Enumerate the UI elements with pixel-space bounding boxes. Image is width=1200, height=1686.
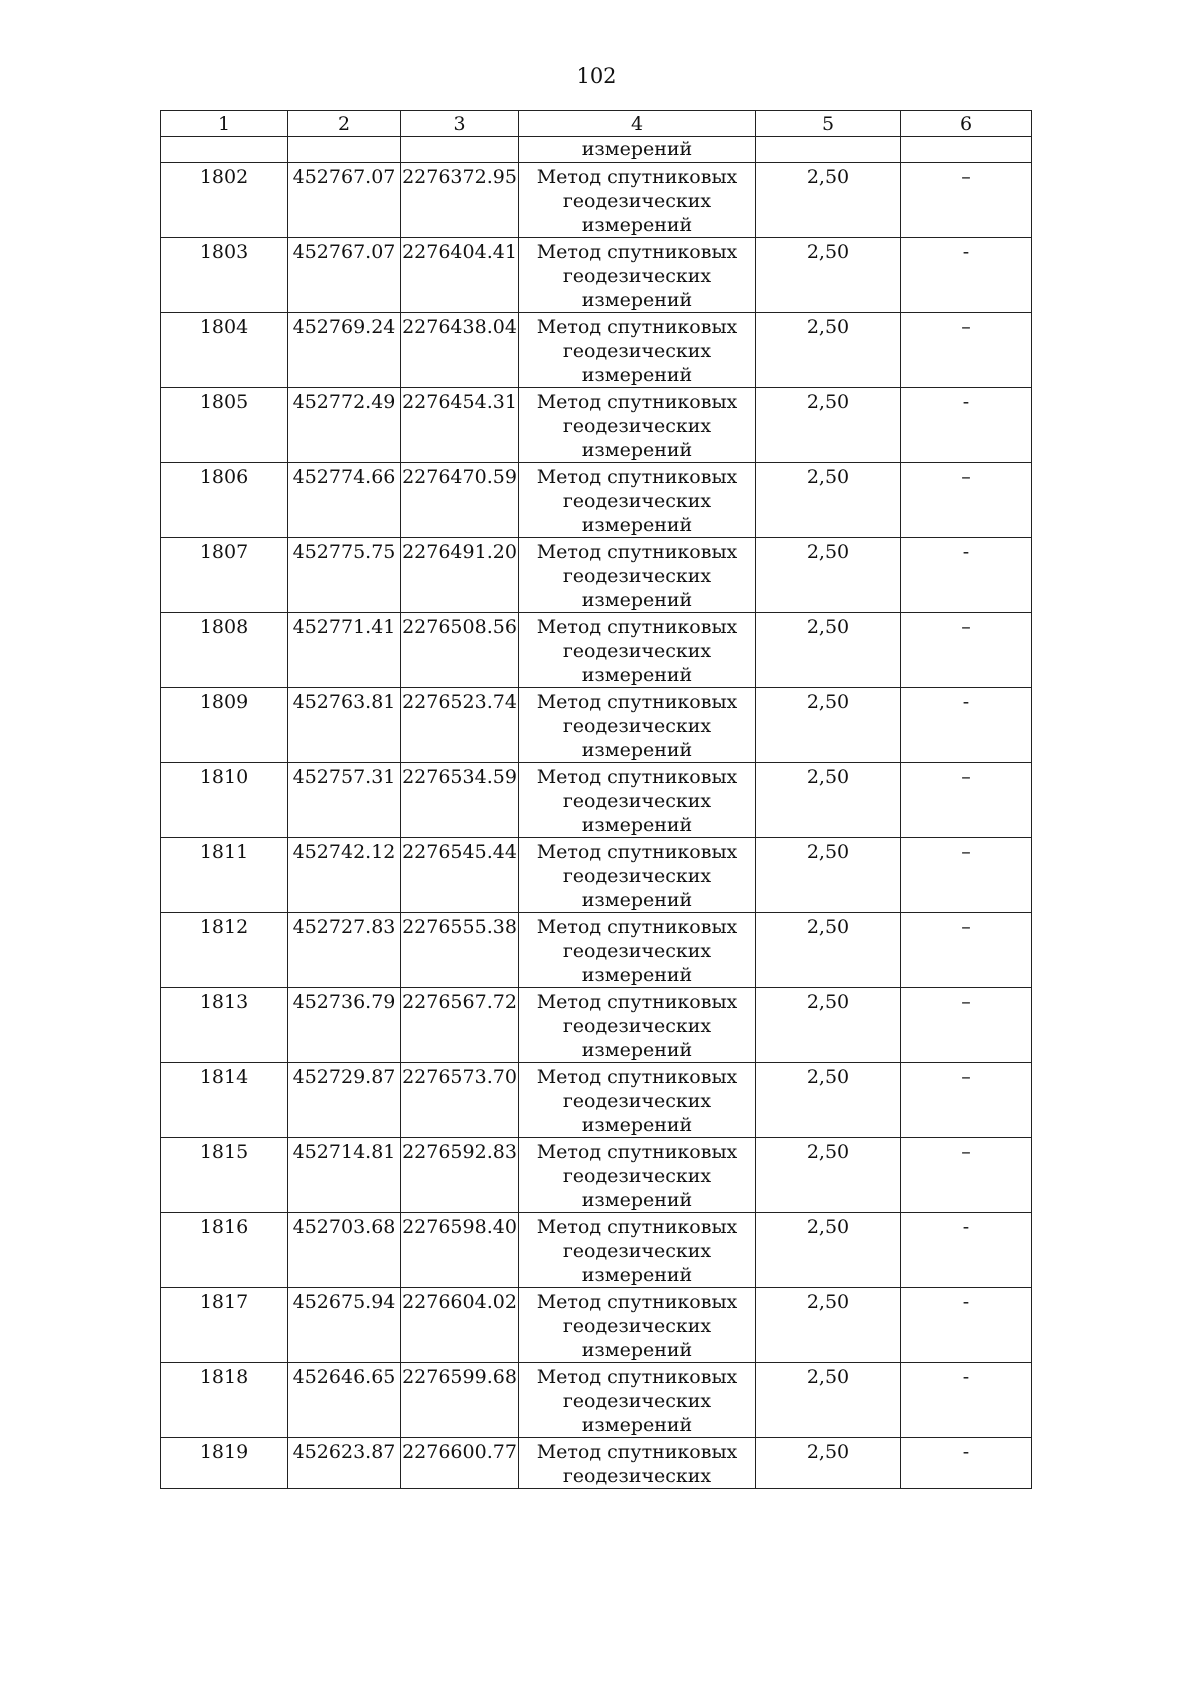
col6-cell: – [901,313,1032,388]
x-coordinate-cell: 452767.07 [288,238,401,313]
method-cell: Метод спутниковых геодезических измерений [519,238,756,313]
accuracy-cell: 2,50 [756,988,901,1063]
x-coordinate-cell: 452772.49 [288,388,401,463]
method-cell: Метод спутниковых геодезических измерений [519,1288,756,1363]
point-number-cell: 1818 [161,1363,288,1438]
point-number-cell: 1815 [161,1138,288,1213]
method-cell: Метод спутниковых геодезических измерений [519,1138,756,1213]
method-cell: Метод спутниковых геодезических измерений [519,688,756,763]
point-number-cell: 1811 [161,838,288,913]
y-coordinate-cell: 2276567.72 [401,988,519,1063]
table-row [161,538,1032,613]
accuracy-cell: 2,50 [756,1438,901,1489]
point-number-cell: 1814 [161,1063,288,1138]
method-cell: Метод спутниковых геодезических измерений [519,1063,756,1138]
table-row [161,388,1032,463]
x-coordinate-cell: 452742.12 [288,838,401,913]
continuation-row [161,137,1032,163]
table-row [161,988,1032,1063]
table-row [161,1288,1032,1363]
x-coordinate-cell: 452714.81 [288,1138,401,1213]
method-cell: Метод спутниковых геодезических измерений [519,163,756,238]
empty-cell [288,137,401,163]
accuracy-cell: 2,50 [756,313,901,388]
method-cell: Метод спутниковых геодезических измерений [519,313,756,388]
y-coordinate-cell: 2276599.68 [401,1363,519,1438]
empty-cell [901,137,1032,163]
x-coordinate-cell: 452675.94 [288,1288,401,1363]
table-row [161,1063,1032,1138]
empty-cell [161,137,288,163]
point-number-cell: 1816 [161,1213,288,1288]
y-coordinate-cell: 2276372.95 [401,163,519,238]
method-cell: Метод спутниковых геодезических измерений [519,838,756,913]
col6-cell: – [901,763,1032,838]
col6-cell: - [901,388,1032,463]
y-coordinate-cell: 2276523.74 [401,688,519,763]
empty-cell [756,137,901,163]
x-coordinate-cell: 452623.87 [288,1438,401,1489]
table-row [161,463,1032,538]
method-cell: Метод спутниковых геодезических измерений [519,538,756,613]
table-row [161,688,1032,763]
accuracy-cell: 2,50 [756,1363,901,1438]
y-coordinate-cell: 2276600.77 [401,1438,519,1489]
accuracy-cell: 2,50 [756,538,901,613]
method-cell: Метод спутниковых геодезических измерений [519,988,756,1063]
accuracy-cell: 2,50 [756,688,901,763]
y-coordinate-cell: 2276470.59 [401,463,519,538]
header-col-4: 4 [519,111,756,137]
point-number-cell: 1812 [161,913,288,988]
y-coordinate-cell: 2276508.56 [401,613,519,688]
y-coordinate-cell: 2276454.31 [401,388,519,463]
col6-cell: - [901,1213,1032,1288]
accuracy-cell: 2,50 [756,163,901,238]
accuracy-cell: 2,50 [756,1138,901,1213]
coordinates-table [160,110,1032,1489]
col6-cell: - [901,538,1032,613]
table-row [161,1363,1032,1438]
point-number-cell: 1819 [161,1438,288,1489]
x-coordinate-cell: 452775.75 [288,538,401,613]
table-row [161,763,1032,838]
x-coordinate-cell: 452771.41 [288,613,401,688]
x-coordinate-cell: 452763.81 [288,688,401,763]
table-row [161,313,1032,388]
empty-cell [401,137,519,163]
col6-cell: – [901,913,1032,988]
method-cell: Метод спутниковых геодезических измерений [519,613,756,688]
y-coordinate-cell: 2276491.20 [401,538,519,613]
header-col-5: 5 [756,111,901,137]
method-cell: Метод спутниковых геодезических измерений [519,1363,756,1438]
col6-cell: – [901,1138,1032,1213]
accuracy-cell: 2,50 [756,1288,901,1363]
y-coordinate-cell: 2276573.70 [401,1063,519,1138]
method-cell: Метод спутниковых геодезических измерений [519,913,756,988]
accuracy-cell: 2,50 [756,1063,901,1138]
table-row [161,1213,1032,1288]
point-number-cell: 1804 [161,313,288,388]
point-number-cell: 1806 [161,463,288,538]
method-cell: Метод спутниковых геодезических измерений [519,463,756,538]
method-cell: Метод спутниковых геодезических измерений [519,1213,756,1288]
point-number-cell: 1813 [161,988,288,1063]
header-col-3: 3 [401,111,519,137]
col6-cell: – [901,1063,1032,1138]
table-row [161,238,1032,313]
accuracy-cell: 2,50 [756,613,901,688]
header-col-1: 1 [161,111,288,137]
point-number-cell: 1803 [161,238,288,313]
col6-cell: – [901,613,1032,688]
table-row [161,913,1032,988]
point-number-cell: 1808 [161,613,288,688]
col6-cell: – [901,988,1032,1063]
point-number-cell: 1805 [161,388,288,463]
point-number-cell: 1807 [161,538,288,613]
y-coordinate-cell: 2276592.83 [401,1138,519,1213]
x-coordinate-cell: 452757.31 [288,763,401,838]
y-coordinate-cell: 2276545.44 [401,838,519,913]
header-col-2: 2 [288,111,401,137]
method-cell: Метод спутниковых геодезических измерений [519,763,756,838]
col6-cell: - [901,1288,1032,1363]
x-coordinate-cell: 452703.68 [288,1213,401,1288]
x-coordinate-cell: 452767.07 [288,163,401,238]
accuracy-cell: 2,50 [756,388,901,463]
col6-cell: - [901,1438,1032,1489]
y-coordinate-cell: 2276534.59 [401,763,519,838]
point-number-cell: 1809 [161,688,288,763]
y-coordinate-cell: 2276438.04 [401,313,519,388]
col6-cell: - [901,688,1032,763]
header-row [161,111,1032,137]
table-row [161,163,1032,238]
x-coordinate-cell: 452729.87 [288,1063,401,1138]
x-coordinate-cell: 452727.83 [288,913,401,988]
table-row [161,613,1032,688]
col6-cell: - [901,238,1032,313]
col6-cell: – [901,838,1032,913]
table-row [161,1438,1032,1489]
point-number-cell: 1802 [161,163,288,238]
method-cell: Метод спутниковых геодезических [519,1438,756,1489]
accuracy-cell: 2,50 [756,838,901,913]
accuracy-cell: 2,50 [756,1213,901,1288]
x-coordinate-cell: 452774.66 [288,463,401,538]
method-cell: Метод спутниковых геодезических измерений [519,388,756,463]
header-col-6: 6 [901,111,1032,137]
y-coordinate-cell: 2276404.41 [401,238,519,313]
col6-cell: - [901,1363,1032,1438]
y-coordinate-cell: 2276604.02 [401,1288,519,1363]
method-cell: измерений [519,137,756,163]
point-number-cell: 1817 [161,1288,288,1363]
accuracy-cell: 2,50 [756,763,901,838]
page-number: 102 [576,64,617,88]
accuracy-cell: 2,50 [756,463,901,538]
point-number-cell: 1810 [161,763,288,838]
accuracy-cell: 2,50 [756,913,901,988]
x-coordinate-cell: 452736.79 [288,988,401,1063]
col6-cell: – [901,163,1032,238]
y-coordinate-cell: 2276555.38 [401,913,519,988]
y-coordinate-cell: 2276598.40 [401,1213,519,1288]
accuracy-cell: 2,50 [756,238,901,313]
x-coordinate-cell: 452769.24 [288,313,401,388]
x-coordinate-cell: 452646.65 [288,1363,401,1438]
col6-cell: – [901,463,1032,538]
table-row [161,838,1032,913]
table-row [161,1138,1032,1213]
